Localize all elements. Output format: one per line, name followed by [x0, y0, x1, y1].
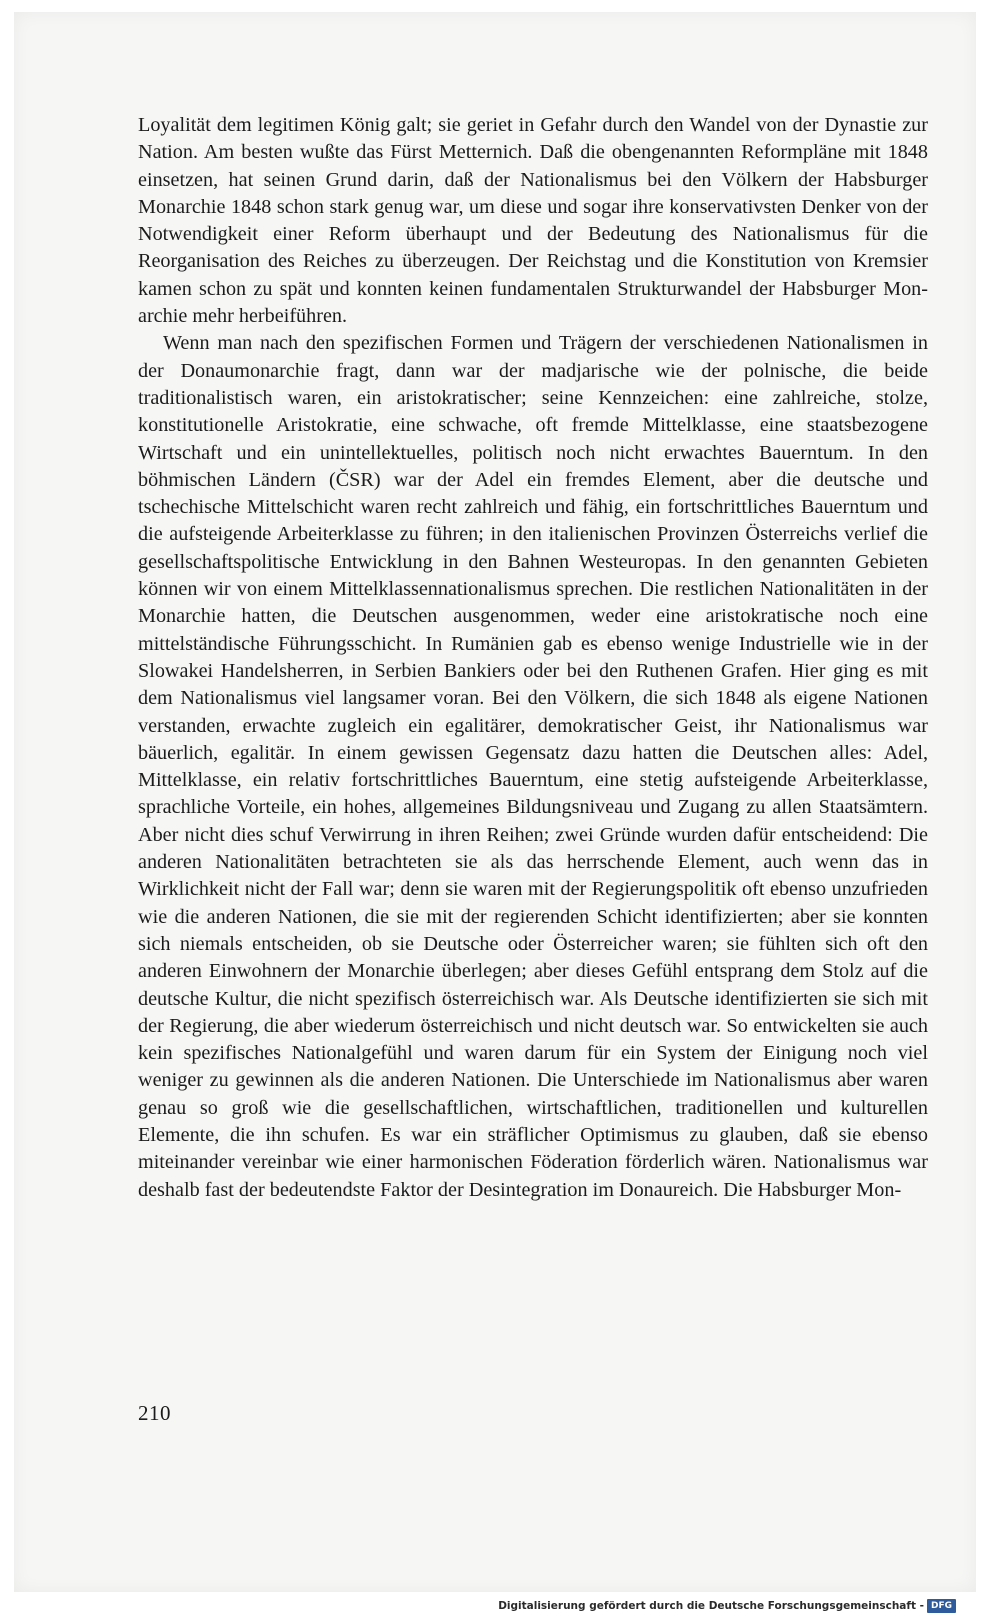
dfg-logo-icon: DFG [927, 1599, 956, 1613]
paragraph-1: Loyalität dem legitimen König galt; sie geriet in Gefahr durch den Wandel von der Dynastie zur Nation. Am besten wußte das Fürst Metternich. Daß die obengenannten Reformpläne mit 1848 einsetzen, hat seinen Grund darin, daß der Nationalismus bei den Völkern der Habsburger Monarchie 1848 schon stark genug war, um diese und sogar ihre konservativsten Denker von der Notwendigkeit einer Reform überhaupt und der Bedeutung des Nationalismus für die Reorganisation des Reiches zu überzeugen. Der Reichstag und die Konstitution von Kremsier kamen schon zu spät und konnten keinen fundamentalen Strukturwandel der Habsburger Monarchie mehr herbeiführen. [138, 114, 928, 328]
paragraph-2: Wenn man nach den spezifischen Formen und Trägern der verschiedenen Nationalismen in der Donaumonarchie fragt, dann war der madjarische wie der polnische, die beide traditionalistisch waren, ein aristokratischer; seine Kennzeichen: eine zahlreiche, stolze, konstitutionelle Aristokratie, eine schwache, oft fremde Mittelklasse, eine staatsbezogene Wirtschaft und ein unintellektuelles, politisch noch nicht erwachtes Bauerntum. In den böhmischen Ländern (ČSR) war der Adel ein fremdes Element, aber die deutsche und tschechische Mittelschicht waren recht zahlreich und fähig, ein fortschrittliches Bauerntum und die aufsteigende Arbeiterklasse zu führen; in den italienischen Provinzen Österreichs verlief die gesellschaftspolitische Entwicklung in den Bahnen Westeuropas. In den genannten Gebieten können wir von einem Mittelklassennationalismus sprechen. Die restlichen Nationalitäten in der Monarchie hatten, die Deutschen ausgenommen, weder eine aristokratische noch eine mittelständische Führungsschicht. In Rumänien gab es ebenso wenige Industrielle wie in der Slowakei Handelsherren, in Serbien Bankiers oder bei den Ruthenen Grafen. Hier ging es mit dem Nationalismus viel langsamer voran. Bei den Völkern, die sich 1848 als eigene Nationen verstanden, erwachte zugleich ein egalitärer, demokratischer Geist, ihr Nationalismus war bäuerlich, egalitär. In einem gewissen Gegensatz dazu hatten die Deutschen alles: Adel, Mittelklasse, ein relativ fortschrittliches Bauerntum, eine stetig aufsteigende Arbeiterklasse, sprachliche Vorteile, ein hohes, allgemeines Bildungsniveau und Zugang zu allen Staatsämtern. Aber nicht dies schuf Verwirrung in ihren Reihen; zwei Gründe wurden dafür entscheidend: Die anderen Nationalitäten betrachteten sie als das herrschende Element, auch wenn das in Wirklichkeit nicht der Fall war; denn sie waren mit der Regierungspolitik oft ebenso unzufrieden wie die anderen Nationen, die sie mit der regierenden Schicht identifizierten; aber sie konnten sich niemals entscheiden, ob sie Deutsche oder Österreicher waren; sie fühlten sich oft den anderen Einwohnern der Monarchie überlegen; aber dieses Gefühl entsprang dem Stolz auf die deutsche Kultur, die nicht spezifisch österreichisch war. Als Deutsche identifizierten sie sich mit der Regierung, die aber wiederum österreichisch und nicht deutsch war. So entwickelten sie auch kein spezifisches Nationalgefühl und waren darum für ein System der Einigung noch viel weniger zu gewinnen als die anderen Nationen. Die Unterschiede im Nationalismus aber waren genau so groß wie die gesellschaftlichen, wirtschaftlichen, traditionellen und kulturellen Elemente, die ihn schufen. Es war ein sträflicher Optimismus zu glauben, daß sie ebenso miteinander vereinbar wie einer harmonischen Föderation förderlich wären. Nationalismus war deshalb fast der bedeutendste Faktor der Desintegration im Donaureich. Die Habsburger Mon- [138, 332, 928, 1201]
body-text [138, 112, 928, 1204]
digitization-credit [498, 1599, 956, 1613]
page-number: 210 [138, 1401, 171, 1425]
credit-text: Digitalisierung gefördert durch die Deutsche Forschungsgemeinschaft - [498, 1600, 924, 1612]
